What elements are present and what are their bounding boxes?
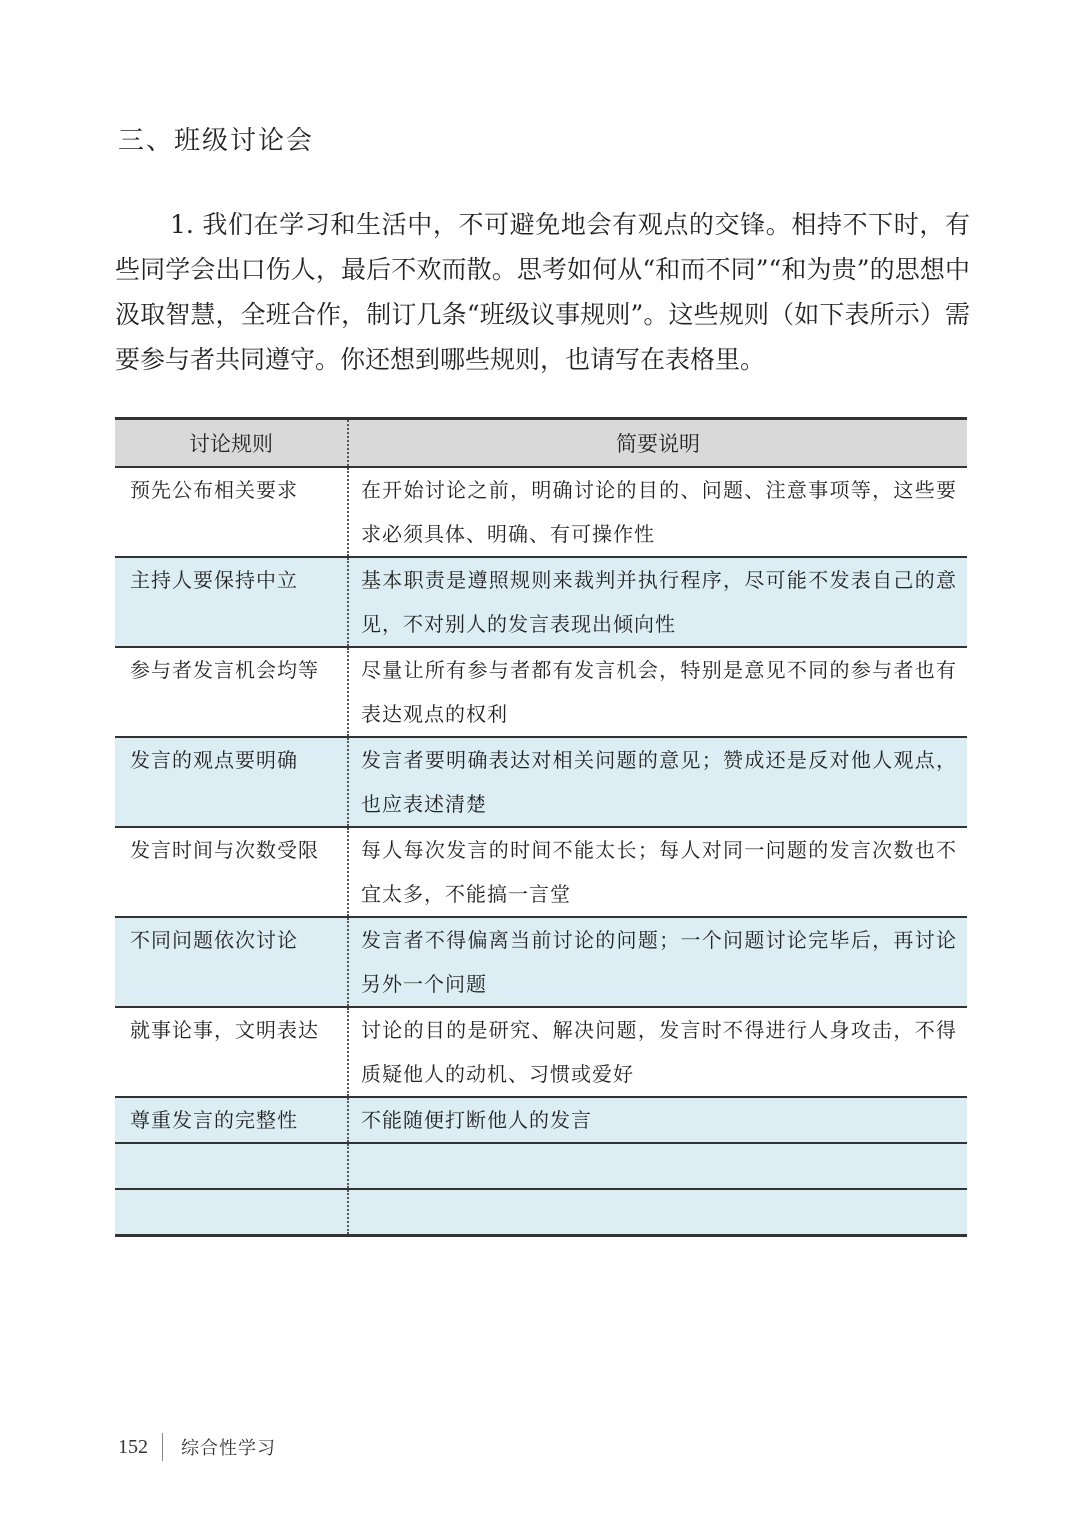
table-header-row <box>115 419 967 468</box>
description-cell: 在开始讨论之前，明确讨论的目的、问题、注意事项等，这些要求必须具体、明确、有可操作性 <box>348 467 967 557</box>
table-row <box>115 557 967 647</box>
table-row <box>115 827 967 917</box>
description-cell-blank <box>348 1143 967 1189</box>
table-row-blank <box>115 1143 967 1189</box>
table-row <box>115 1097 967 1143</box>
table-row <box>115 647 967 737</box>
header-description: 简要说明 <box>348 419 967 468</box>
rule-cell: 发言的观点要明确 <box>115 737 348 827</box>
rule-cell: 不同问题依次讨论 <box>115 917 348 1007</box>
rule-cell: 尊重发言的完整性 <box>115 1097 348 1143</box>
description-cell-blank <box>348 1189 967 1236</box>
intro-text <box>115 202 970 382</box>
footer-chapter-label: 综合性学习 <box>181 1438 276 1459</box>
table-row <box>115 1007 967 1097</box>
rule-cell-blank <box>115 1189 348 1236</box>
description-cell: 基本职责是遵照规则来裁判并执行程序，尽可能不发表自己的意见，不对别人的发言表现出倾向性 <box>348 557 967 647</box>
footer-divider <box>162 1433 163 1461</box>
description-cell: 尽量让所有参与者都有发言机会，特别是意见不同的参与者也有表达观点的权利 <box>348 647 967 737</box>
description-cell: 讨论的目的是研究、解决问题，发言时不得进行人身攻击，不得质疑他人的动机、习惯或爱好 <box>348 1007 967 1097</box>
page-footer <box>118 1432 276 1462</box>
rules-table <box>115 417 967 1237</box>
table-row <box>115 467 967 557</box>
rule-cell: 发言时间与次数受限 <box>115 827 348 917</box>
page-number: 152 <box>118 1435 148 1458</box>
rule-cell: 主持人要保持中立 <box>115 557 348 647</box>
description-cell: 发言者不得偏离当前讨论的问题；一个问题讨论完毕后，再讨论另外一个问题 <box>348 917 967 1007</box>
rule-cell: 参与者发言机会均等 <box>115 647 348 737</box>
rule-cell: 预先公布相关要求 <box>115 467 348 557</box>
description-cell: 每人每次发言的时间不能太长；每人对同一问题的发言次数也不宜太多，不能搞一言堂 <box>348 827 967 917</box>
table-row <box>115 917 967 1007</box>
description-cell: 发言者要明确表达对相关问题的意见；赞成还是反对他人观点，也应表述清楚 <box>348 737 967 827</box>
table-row-blank <box>115 1189 967 1236</box>
description-cell: 不能随便打断他人的发言 <box>348 1097 967 1143</box>
table-row <box>115 737 967 827</box>
section-title: 三、班级讨论会 <box>118 126 315 156</box>
rule-cell-blank <box>115 1143 348 1189</box>
intro-paragraph: 1. 我们在学习和生活中，不可避免地会有观点的交锋。相持不下时，有些同学会出口伤人，最后不欢而散。思考如何从“和而不同”“和为贵”的思想中汲取智慧，全班合作，制订几条“班级议事规则”。这些规则（如下表所示）需要参与者共同遵守。你还想到哪些规则，也请写在表格里。 <box>115 210 970 374</box>
header-rule: 讨论规则 <box>115 419 348 468</box>
rule-cell: 就事论事，文明表达 <box>115 1007 348 1097</box>
